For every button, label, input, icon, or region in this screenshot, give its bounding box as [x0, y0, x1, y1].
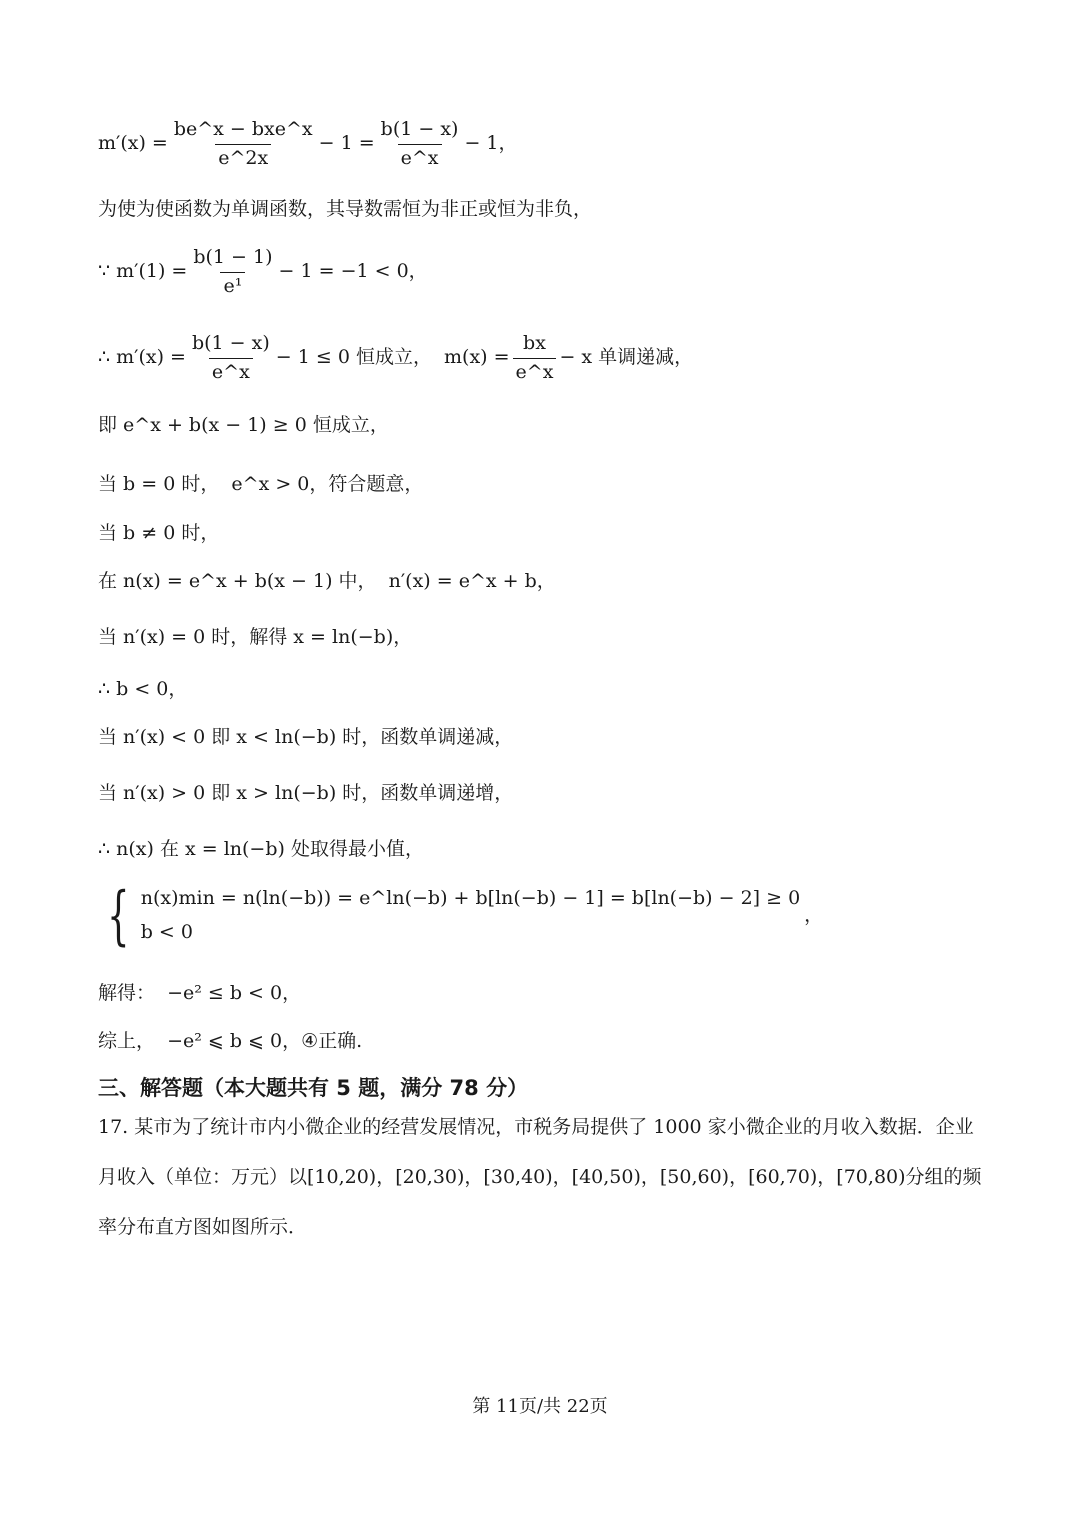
- text-line: [98, 570, 1000, 594]
- page-footer: 第 11页/共 22页: [472, 1396, 608, 1417]
- monotonic-line: [98, 332, 1000, 385]
- text-line: [98, 838, 1000, 862]
- fraction: [378, 118, 462, 171]
- denominator: e¹: [220, 272, 245, 299]
- denominator: e^x: [209, 358, 253, 385]
- fraction: [189, 332, 273, 385]
- text: 在 n(x) = e^x + b(x − 1) 中， n′(x) = e^x + b，: [98, 570, 556, 592]
- text-line: [98, 782, 1000, 806]
- text-line: [98, 678, 1000, 702]
- text-line: [98, 726, 1000, 750]
- math-text: − 1 = −1 < 0，: [278, 260, 428, 283]
- text: 当 n′(x) < 0 即 x < ln(−b) 时，函数单调递减，: [98, 726, 514, 748]
- math-text: − 1 =: [318, 132, 375, 155]
- fraction: [513, 332, 557, 385]
- inequality-system: [98, 879, 1000, 953]
- system-rows: [141, 887, 800, 945]
- numerator: b(1 − 1): [193, 246, 273, 268]
- math-text: − 1 ≤ 0 恒成立， m(x) =: [275, 346, 510, 369]
- numerator: be^x − bxe^x: [173, 118, 313, 140]
- text: 当 b = 0 时， e^x > 0，符合题意，: [98, 473, 424, 495]
- section-heading: 三、解答题（本大题共有 5 题，满分 78 分）: [98, 1076, 529, 1100]
- numerator: bx: [523, 332, 546, 354]
- question-text: 17. 某市为了统计市内小微企业的经营发展情况，市税务局提供了 1000 家小微企业的月收入数据．企业月收入（单位：万元）以[10,20)，[20,30)，[30,40)，[40,50)，[50,60)，[60,70)，[70,80)分组的频率分布直方图如图所示．: [98, 1116, 982, 1238]
- text-line: [98, 414, 1000, 438]
- left-brace: {: [107, 879, 130, 953]
- text: 当 b ≠ 0 时，: [98, 522, 220, 544]
- math-text: − 1，: [464, 132, 518, 155]
- denominator: e^x: [398, 144, 442, 171]
- math-text: ，: [804, 904, 824, 927]
- text: 即 e^x + b(x − 1) ≥ 0 恒成立，: [98, 414, 389, 436]
- text-line: [98, 473, 1000, 497]
- text-line: [98, 198, 1000, 222]
- text: 为使为使函数为单调函数，其导数需恒为非正或恒为非负，: [98, 198, 593, 220]
- math-text: − x 单调递减，: [559, 346, 694, 369]
- text-line: [98, 1030, 1000, 1054]
- numerator: b(1 − x): [191, 332, 270, 354]
- system-row: b < 0: [140, 921, 193, 943]
- system-row: n(x)min = n(ln(−b)) = e^ln(−b) + b[ln(−b) − 1] = b[ln(−b) − 2] ≥ 0: [140, 887, 801, 910]
- text: 综上， −e² ⩽ b ⩽ 0，④正确.: [98, 1030, 363, 1052]
- math-text: ∵ m′(1) =: [98, 260, 188, 283]
- denominator: e^x: [513, 358, 557, 385]
- text-line: [98, 522, 1000, 546]
- system-block: [98, 879, 824, 953]
- text: 当 n′(x) > 0 即 x > ln(−b) 时，函数单调递增，: [98, 782, 514, 804]
- text: ∴ n(x) 在 x = ln(−b) 处取得最小值，: [98, 838, 424, 860]
- numerator: b(1 − x): [380, 118, 459, 140]
- fraction: [171, 118, 316, 171]
- derivative-line: [98, 118, 1000, 171]
- math-text: m′(x) =: [98, 132, 168, 155]
- text: 解得： −e² ≤ b < 0，: [98, 982, 302, 1004]
- text-line: [98, 626, 1000, 650]
- fraction: [190, 246, 275, 299]
- question-17: [98, 1102, 990, 1252]
- text-line: [98, 982, 1000, 1006]
- math-text: ∴ m′(x) =: [98, 346, 186, 369]
- denominator: e^2x: [215, 144, 271, 171]
- text: 当 n′(x) = 0 时，解得 x = ln(−b)，: [98, 626, 413, 648]
- derivative-at-one-line: [98, 246, 1000, 299]
- text: ∴ b < 0，: [98, 678, 188, 700]
